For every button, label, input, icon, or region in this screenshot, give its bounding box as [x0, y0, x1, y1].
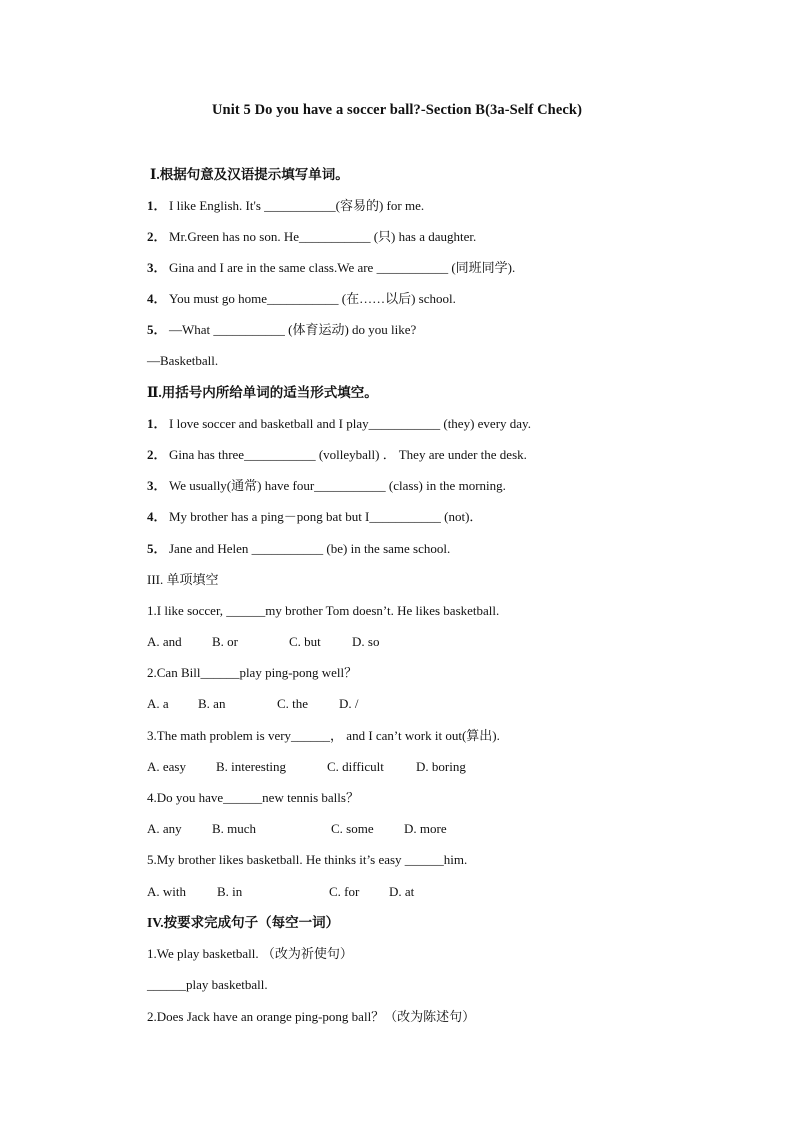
s3-q2-option-d: D. / [339, 696, 359, 711]
s3-question-3: 3.The math problem is very______， and I can’t work it out(算出). [147, 728, 500, 743]
section-3-heading: III. 单项填空 [147, 572, 219, 587]
s3-q3-option-c: C. difficult [327, 759, 384, 774]
s3-q3-option-b: B. interesting [216, 759, 287, 774]
s3-q1-option-d: D. so [352, 634, 380, 649]
s3-q3-option-d: D. boring [416, 759, 466, 774]
s1-item-5: 5． —What ___________ (体育运动) do you like? [147, 322, 417, 337]
s3-q4-option-d: D. more [404, 821, 447, 836]
s3-q5-option-b: B. in [217, 884, 243, 899]
s1-item-1: 1． I like English. It's ___________(容易的) for me. [147, 198, 425, 213]
s3-q4-option-c: C. some [331, 821, 374, 836]
s3-question-1: 1.I like soccer, ______my brother Tom doesn’t. He likes basketball. [147, 603, 500, 618]
s3-q4-option-b: B. much [212, 821, 257, 836]
s2-item-4: 4． My brother has a ping－pong bat but I___________ (not)． [147, 509, 483, 524]
s2-item-5: 5． Jane and Helen ___________ (be) in the same school. [147, 541, 451, 556]
s3-q2-option-a: A. a [147, 696, 169, 711]
s3-q1-option-c: C. but [289, 634, 321, 649]
s3-question-2: 2.Can Bill______play ping-pong well？ [147, 665, 358, 680]
s2-item-2: 2． Gina has three___________ (volleyball) ． They are under the desk. [147, 447, 527, 462]
page-title: Unit 5 Do you have a soccer ball?-Section B(3a-Self Check) [211, 102, 583, 118]
s1-item-4: 4． You must go home___________ (在……以后) school. [147, 291, 456, 306]
s4-line-1: 1.We play basketball. （改为祈使句） [147, 946, 353, 961]
s1-answer-line: —Basketball. [147, 353, 219, 368]
s1-item-2: 2． Mr.Green has no son. He___________ (只) has a daughter. [147, 229, 477, 244]
s3-question-5: 5.My brother likes basketball. He thinks it’s easy ______him. [147, 852, 468, 867]
s2-item-3: 3． We usually(通常) have four___________ (class) in the morning. [147, 478, 506, 493]
s3-q1-option-a: A. and [147, 634, 182, 649]
section-4-heading: IV.按要求完成句子（每空一词） [147, 915, 340, 930]
s3-q3-option-a: A. easy [147, 759, 186, 774]
s4-line-3: 2.Does Jack have an orange ping-pong ball？（改为陈述句） [147, 1009, 476, 1024]
s3-q5-option-d: D. at [389, 884, 415, 899]
s3-q5-option-c: C. for [329, 884, 360, 899]
s3-q2-option-b: B. an [198, 696, 226, 711]
s3-q4-option-a: A. any [147, 821, 182, 836]
section-1-heading: Ⅰ.根据句意及汉语提示填写单词。 [150, 167, 349, 182]
s1-item-3: 3． Gina and I are in the same class.We are ___________ (同班同学). [147, 260, 516, 275]
s3-question-4: 4.Do you have______new tennis balls？ [147, 790, 359, 805]
s4-line-2: ______play basketball. [147, 977, 268, 992]
s3-q2-option-c: C. the [277, 696, 309, 711]
section-2-heading: Ⅱ.用括号内所给单词的适当形式填空。 [147, 385, 378, 400]
s2-item-1: 1． I love soccer and basketball and I play___________ (they) every day. [147, 416, 531, 431]
s3-q5-option-a: A. with [147, 884, 186, 899]
s3-q1-option-b: B. or [212, 634, 238, 649]
